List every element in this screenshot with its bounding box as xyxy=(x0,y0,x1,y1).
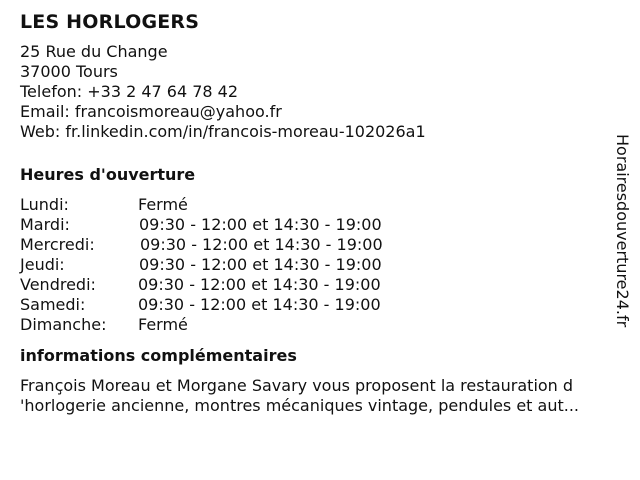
day-label: Mercredi: xyxy=(20,235,95,254)
info-description xyxy=(20,376,620,416)
day-label: Samedi: xyxy=(20,295,86,314)
description-line: 'horlogerie ancienne, montres mécaniques vintage, pendules et aut... xyxy=(20,396,580,415)
contact-block xyxy=(20,42,620,142)
watermark-text: Horairesdouverture24.fr xyxy=(613,134,632,328)
day-label: Lundi: xyxy=(20,195,69,214)
hours-table xyxy=(20,195,620,335)
time-value: Fermé xyxy=(138,315,188,334)
description-line: François Moreau et Morgane Savary vous proposent la restauration d xyxy=(20,376,574,395)
email-line: Email: francoismoreau@yahoo.fr xyxy=(20,102,282,121)
day-label: Mardi: xyxy=(20,215,70,234)
info-heading: informations complémentaires xyxy=(20,346,297,365)
day-label: Dimanche: xyxy=(20,315,107,334)
day-label: Vendredi: xyxy=(20,275,96,294)
hours-row-saturday xyxy=(20,295,620,315)
business-card xyxy=(20,10,620,416)
business-name: LES HORLOGERS xyxy=(20,11,200,33)
hours-row-thursday xyxy=(20,255,620,275)
time-value: 09:30 - 12:00 et 14:30 - 19:00 xyxy=(138,295,381,314)
time-value: Fermé xyxy=(138,195,188,214)
day-label: Jeudi: xyxy=(20,255,65,274)
hours-row-wednesday xyxy=(20,235,620,255)
time-value: 09:30 - 12:00 et 14:30 - 19:00 xyxy=(139,255,382,274)
time-value: 09:30 - 12:00 et 14:30 - 19:00 xyxy=(140,235,383,254)
phone-line: Telefon: +33 2 47 64 78 42 xyxy=(20,82,239,101)
site-watermark xyxy=(612,134,636,344)
hours-row-monday xyxy=(20,195,620,215)
hours-heading: Heures d'ouverture xyxy=(20,165,196,184)
web-line: Web: fr.linkedin.com/in/francois-moreau-102026a1 xyxy=(20,122,426,141)
hours-row-friday xyxy=(20,275,620,295)
time-value: 09:30 - 12:00 et 14:30 - 19:00 xyxy=(138,275,381,294)
hours-row-tuesday xyxy=(20,215,620,235)
address-city: 37000 Tours xyxy=(20,62,118,81)
hours-row-sunday xyxy=(20,315,620,335)
time-value: 09:30 - 12:00 et 14:30 - 19:00 xyxy=(139,215,382,234)
address-street: 25 Rue du Change xyxy=(20,42,168,61)
